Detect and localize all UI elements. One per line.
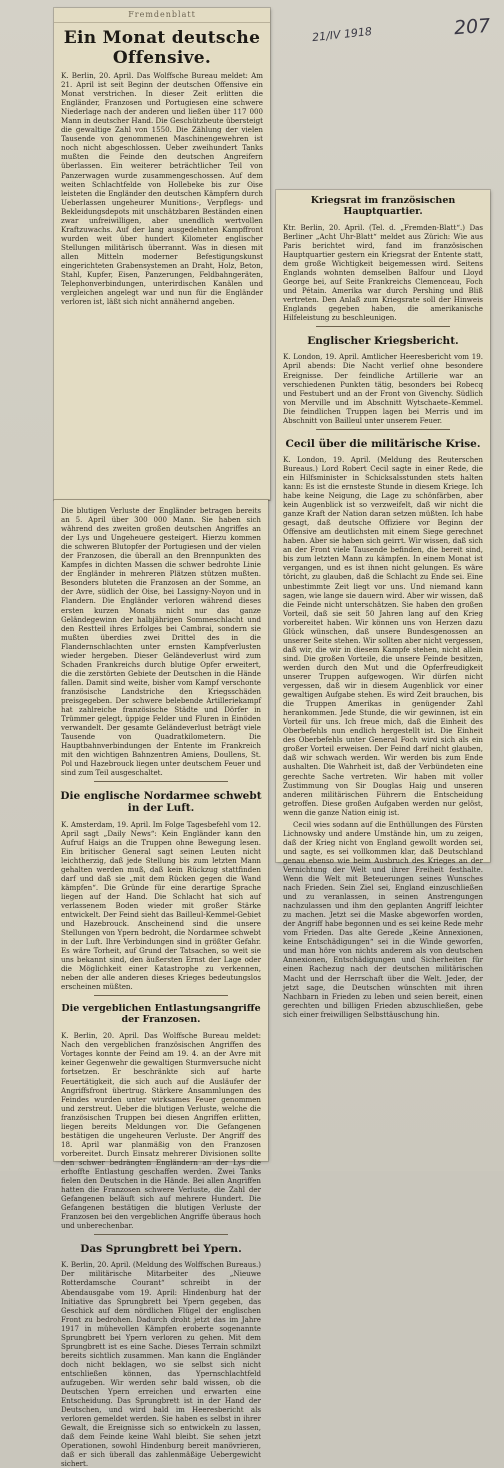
divider <box>94 781 228 782</box>
divider <box>94 995 228 996</box>
clipping-left-top <box>54 8 270 500</box>
article-body-continued: Cecil wies sodann auf die Enthüllungen des Fürsten Lichnowsky und andere Umstände hin, um zu zeigen, daß der Krieg nicht von England gewollt worden sei, und sagte, es sei vollkommen klar, daß Deutschland genau ebenso wie beim Ausbruch des Krieges an der Vernichtung der Welt und ihrer Freiheit festhalte. Wenn die Welt mit Beteuerungen seines Wunsches nach Frieden. Sein Ziel sei, England einzuschließen und zu veranlassen, in seinen Anstrengungen nachzulassen und ihm den geplanten Angriff leichter zu machen. Jetzt sei die Maske abgeworfen worden, der Angriff habe begonnen und es sei keine Rede mehr vom Frieden. Das alte Gerede „Keine Annexionen, keine Entschädigungen“ sei in die Winde geworfen, und man höre von nichts anderem als von deutschen Annexionen, Entschädigungen und Sicherheiten für einen Rachezug nach der deutschen militärischen Macht und der Herrschaft über die Welt. Jeder, der jetzt sage, die Deutschen wünschten mit ihren Nachbarn in Frieden zu leben und seien bereit, einen gerechten und billigen Frieden abzuschließen, gebe sich einer freiwilligen Selbsttäuschung hin. <box>283 819 483 1019</box>
clipping-right <box>276 190 490 1019</box>
article-headline: Das Sprungbrett bei Ypern. <box>80 1243 242 1256</box>
article-headline: Cecil über die militärische Krise. <box>285 437 481 450</box>
article-body: K. London, 19. April. (Meldung des Reuterschen Bureaus.) Lord Robert Cecil sagte in einer Rede, die ein Hilfsminister in Schicksalsstunden stets halten kann: Es ist die ernsteste Stunde in diesem Kriege. Ich habe keine Neigung, die Lage zu schönfärben, aber kein Augenblick ist so verzweifelt, daß wir nicht die ganze Kraft der Nation daran setzen müßten. Ich habe gesagt, daß deutsche Offiziere vor Beginn der Offensive am deutlichsten mit einem Siege gerechnet haben. Aber sie haben sich geirrt. Wir wissen, daß sich an der Front viele Tausende befinden, die bereit sind, bis zum letzten Mann zu kämpfen. In einem Monat ist vergangen, und es ist ihnen nicht gelungen. Es wäre töricht, zu glauben, daß die Schlacht zu Ende sei. Eine unbestimmte Zeit liegt vor uns. Und niemand kann sagen, wie lange sie dauern wird. Aber wir wissen, daß die Feinde nicht unterschätzen. Sie haben den großen Vorteil, daß sie seit 50 Jahren lang auf den Krieg vorbereitet haben. Wir können uns von Herzen dazu Glück wünschen, daß unsere Bundesgenossen an unserer Seite stehen. Wir sollten aber nicht vergessen, daß wir, die wir in diesem Kampfe stehen, nicht allein sind. Die großen Vorteile, die unsere Feinde besitzen, werden durch den Mut und die Opferfreudigkeit unserer Truppen aufgewogen. Wir dürfen nicht vergessen, daß wir in diesem Augenblick vor einer gewaltigen Aufgabe stehen. Es wird Zeit brauchen, bis die Truppen Amerikas in genügender Zahl herankommen. Jede Stunde, die wir gewinnen, ist ein Vorteil für uns. Ich freue mich, daß die Einheit des Oberbefehls nun endlich hergestellt ist. Die Einheit des Oberbefehls unter General Foch wird sich als ein großer Vorteil erweisen. Der Feind darf nicht glauben, daß wir schwach werden. Wir werden bis zum Ende aushalten. Die Wahrheit ist, daß der Verbündeten eine gerechte Sache vertreten. Wir haben mit voller Zustimmung von Sir Douglas Haig und unseren anderen militärischen Führern die Entscheidung getroffen. Diese großen Aufgaben werden nur gelöst, wenn die ganze Nation einig ist. <box>283 454 483 817</box>
article-body: K. Amsterdam, 19. April. Im Folge Tagesbefehl vom 12. April sagt „Daily News“: Kein Engländer kann den Aufruf Haigs an die Truppen ohne Bewegung lesen. Ein britischer General sagt seinen Leuten nicht leichtherzig, daß jede Stellung bis zum letzten Mann gehalten werden muß, daß kein Rückzug stattfinden darf und daß sie „mit dem Rücken gegen die Wand kämpfen“. Die Gründe für eine derartige Sprache liegen auf der Hand. Die Schlacht hat sich auf verlassenem Boden wieder mit großer Stärke entwickelt. Der Feind sieht das Bailleul-Kemmel-Gebiet und Hazebrouck. Anscheinend sind die unsere Stellungen von Ypern bedroht, die Nordarmee schwebt in der Luft. Ihre Verbindungen sind in größter Gefahr. Es wäre Torheit, auf Grund der Tatsachen, so weit sie uns bekannt sind, den äußersten Ernst der Lage oder die Möglichkeit einer Katastrophe zu verkennen, neben der alle anderen dieses Krieges bedeutungslos erscheinen müßten. <box>61 819 261 992</box>
handwritten-page-number: 207 <box>453 14 491 40</box>
article-body: K. London, 19. April. Amtlicher Heeresbericht vom 19. April abends: Die Nacht verlief ohne besondere Ereignisse. Der feindliche Artillerie war an verschiedenen Punkten tätig, besonders bei Robecq und Festubert und an der Front von Givenchy. Südlich von Merville und im Abschnitt Wytschaete–Kemmel. Die feindlichen Truppen lagen bei Merris und im Abschnitt von Bailleul unter unserem Feuer. <box>283 352 483 425</box>
article-body: K. Berlin, 20. April. Das Wolffsche Bureau meldet: Am 21. April ist seit Beginn der deutschen Offensive ein Monat verstrichen. In dieser Zeit erlitten die Engländer, Franzosen und Portugiesen eine schwere Niederlage nach der anderen und ließen über 117 000 Mann in deutscher Hand. Die Geschützbeute übersteigt die gewaltige Zahl von 1550. Die Zählung der vielen Tausende von genommenen Maschinengewehren ist noch nicht abgeschlossen. Ueber zweihundert Tanks mußten die Feinde den deutschen Angreifern überlassen. Ein weiterer beträchtlicher Teil von Panzerwagen wurde zusammengeschossen. Auf dem weiten Schlachtfelde von Hollebeke bis zur Oise leisteten die Engländer den deutschen Kämpfern durch Ueberlassen ungeheurer Munitions-, Verpflegs- und Bekleidungsdepots mit unschätzbaren Beständen einen zwar unfreiwilligen, aber unendlich wertvollen Kraftzuwachs. Auf der lang ausgedehnten Kampffront wurden weit über hundert Kilometer englischer Stellungen militärisch überrannt. Was in diesen mit allen Mitteln moderner Befestigungskunst eingerichteten Grabensystemen an Draht, Holz, Beton, Stahl, Kupfer, Eisen, Panzerungen, Feldbahngeräten, Telephonverbindungen, unterirdischen Kanälen und vergleichen angelegt war und nun für die Engländer verloren ist, läßt sich nicht annähernd angeben. <box>61 71 263 307</box>
article-body: K. Berlin, 20. April. Das Wolffsche Bureau meldet: Nach den vergeblichen französischen Angriffen des Vortages konnte der Feind am 19. 4. an der Avre mit keiner Gegenwehr die gewaltigen Sturmversuche nicht fortsetzen. Er beschränkte sich auf harte Feuertätigkeit, die sich auch auf die Ausläufer der Angriffsfront übertrug. Stärkere Ansammlungen des Feindes wurden unter wirksames Feuer genommen und zerstreut. Ueber die blutigen Verluste, welche die französischen Truppen bei diesen Angriffen erlitten, liegen bereits Meldungen vor. Die Gefangenen bestätigen die ungeheuren Verluste. Der Angriff des 18. April war planmäßig von den Franzosen vorbereitet. Durch Einsatz mehrerer Divisionen sollte den schwer bedrängten Engländern an der Lys die erhoffte Entlastung geschaffen werden. Zwei Tanks fielen den Deutschen in die Hände. Bei allen Angriffen hatten die Franzosen schwere Verluste, die Zahl der Gefangenen beläuft sich auf mehrere Hundert. Die Gefangenen bestätigen die blutigen Verluste der Franzosen bei den vergeblichen Angriffe überaus hoch und unberechenbar. <box>61 1031 261 1231</box>
clipping-left-bottom <box>54 500 268 1468</box>
divider <box>94 1234 228 1235</box>
article-headline: Englischer Kriegsbericht. <box>307 335 459 348</box>
handwritten-date: 21/IV 1918 <box>311 24 373 45</box>
article-headline: Die vergeblichen Entlastungsangriffe der Franzosen. <box>61 1003 261 1026</box>
clipping-header: Fremdenblatt <box>54 8 270 23</box>
article-headline: Die englische Nordarmee schwebt in der Luft. <box>60 790 262 815</box>
divider <box>316 326 450 327</box>
article-body: K. Berlin, 20. April. (Meldung des Wolffschen Bureaus.) Der militärische Mitarbeiter des „Nieuwe Rotterdamsche Courant“ schreibt in der Abendausgabe vom 19. April: Hindenburg hat der Initiative das Sprungbrett bei Ypern gegeben, das Geschick auf dem nördlichen Flügel der englischen Front zu bedrohen. Dadurch droht jetzt das im Jahre 1917 in mühevollen Kämpfen eroberte sogenannte Sprungbrett bei Ypern verloren zu gehen. Mit dem Sprungbrett ist es eine Sache. Dieses Terrain schmilzt bereits sichtlich zusammen. Man kann die Engländer doch nicht beklagen, wo sie selbst sich nicht entschließen können, das Ypernschlachtfeld aufzugeben. Wir werden sehr bald wissen, ob die Deutschen Ypern erreichen und erwarten eine Entscheidung. Das Sprungbrett ist in der Hand der Deutschen, und wird bald im Heeresbericht als verloren gemeldet werden. Sie haben es selbst in ihrer Gewalt, die Ereignisse sich so entwickeln zu lassen, daß dem Feinde keine Wahl bleibt. Sie sehen jetzt Operationen, sowohl Hindenburg bereit manövrieren, daß er sich überall das zahlenmäßige Uebergewicht sichert. <box>61 1260 261 1468</box>
article-headline: Kriegsrat im französischen Hauptquartier. <box>310 195 456 217</box>
article-headline: Ein Monat deutsche Offensive. <box>63 28 261 68</box>
divider <box>316 429 450 430</box>
article-body: Die blutigen Verluste der Engländer betragen bereits an 5. April über 300 000 Mann. Sie haben sich während des zweiten großen deutschen Angriffes an der Lys und Ungeheuere gesteigert. Hierzu kommen die schweren Blutopfer der Portugiesen und der vielen der Franzosen, die überall an den Brennpunkten des Kampfes in dichten Massen die schwer bedrohte Linie der Engländer in mehreren Plätzen stützen mußten. Besonders bluteten die Franzosen an der Somme, an der Avre, südlich der Oise, bei Lassigny-Noyon und in Flandern. Die Engländer verloren während dieses ersten kurzen Monats nicht nur das ganze Geländegewinn der halbjährigen Sommeschlacht und den Restteil ihres Erfolges bei Cambrai, sondern sie mußten überdies zwei Drittel des in die Flandernschlachten unter ernsten Kampfverlusten wieder hergeben. Dieser Geländeverlust wird zum Schaden Frankreichs durch blutige Opfer erweitert, die die zerstörten Gebiete der Deutschen in die Hände fallen. Damit sind weite, bisher vom Kampf verschonte französische Landstriche den Kriegsschäden preisgegeben. Der schwere belebende Artilleriekampf hat zahlreiche französische Städte und Dörfer in Trümmer gelegt, üppige Felder und Fluren in Einöden verwandelt. Der gesamte Geländeverlust beträgt viele Tausende von Quadratkilometern. Die Hauptbahnverbindungen der Entente im Frankreich mit den wichtigen Bahnzentren Amiens, Doullens, St. Pol und Hazebrouck liegen unter deutschem Feuer und sind zum Teil ausgeschaltet. <box>61 506 261 778</box>
article-body: Ktr. Berlin, 20. April. (Tel. d. „Fremden-Blatt“.) Das Berliner „Acht Uhr-Blatt“ meldet aus Zürich: Wie aus Paris berichtet wird, fand im französischen Hauptquartier gestern ein Kriegsrat der Entente statt, dem große Wichtigkeit beigemessen wird. Seitens Englands wohnten demselben Balfour und Lloyd George bei, auf Seite Frankreichs Clemenceau, Foch und Pétain. Amerika war durch Pershing und Bliß vertreten. Den Anlaß zum Kriegsrate soll der Hinweis Englands gegeben haben, die amerikanische Hilfeleistung zu beschleunigen. <box>283 222 483 323</box>
